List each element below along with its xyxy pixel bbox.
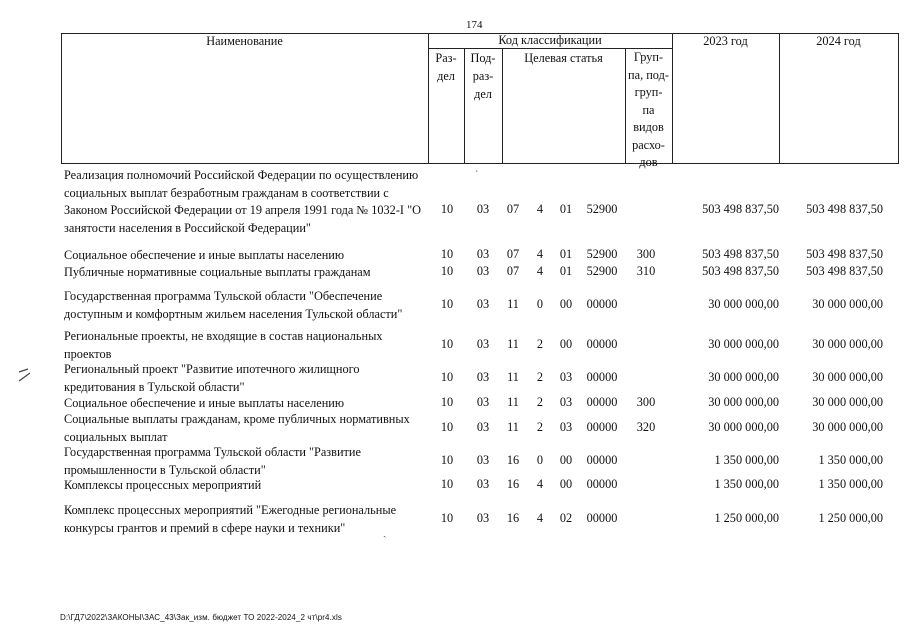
row-razdel: 10	[440, 370, 454, 384]
row-value-2023: 503 498 837,50	[702, 264, 779, 278]
scan-speck: ˏ	[383, 527, 387, 538]
row-podrazdel: 03	[476, 297, 490, 311]
row-value-2024: 30 000 000,00	[812, 297, 883, 311]
row-razdel: 10	[440, 477, 454, 491]
row-name: Региональный проект "Развитие ипотечного жилищного кредитования в Тульской области"	[64, 362, 360, 394]
row-value-2023: 30 000 000,00	[708, 395, 779, 409]
row-value-2023: 30 000 000,00	[708, 297, 779, 311]
row-podrazdel: 03	[476, 337, 490, 351]
border-left	[61, 33, 62, 164]
row-razdel: 10	[440, 395, 454, 409]
header-group	[625, 49, 672, 172]
row-podrazdel: 03	[476, 477, 490, 491]
row-value-2024: 30 000 000,00	[812, 420, 883, 434]
row-target-3: 00	[559, 477, 573, 491]
row-podrazdel: 03	[476, 264, 490, 278]
row-target-4: 00000	[586, 511, 618, 525]
row-target-4: 00000	[586, 337, 618, 351]
header-name: Наименование	[206, 34, 283, 48]
row-target-2: 2	[536, 337, 544, 351]
row-group: 300	[636, 395, 656, 409]
row-target-2: 4	[536, 477, 544, 491]
row-value-2023: 1 250 000,00	[714, 511, 779, 525]
row-target-2: 4	[536, 264, 544, 278]
table-header	[61, 33, 899, 169]
row-razdel: 10	[440, 247, 454, 261]
row-name: Комплекс процессных мероприятий "Ежегодные региональные конкурсы грантов и премий в сфере науки и техники"	[64, 503, 397, 535]
row-target-2: 2	[536, 370, 544, 384]
row-target-4: 52900	[586, 264, 618, 278]
row-value-2023: 1 350 000,00	[714, 453, 779, 467]
row-target-1: 16	[506, 453, 520, 467]
row-value-2023: 1 350 000,00	[714, 477, 779, 491]
row-target-4: 00000	[586, 297, 618, 311]
row-podrazdel: 03	[476, 247, 490, 261]
header-razdel	[428, 49, 464, 85]
row-group: 300	[636, 247, 656, 261]
header-razdel-line: дел	[437, 69, 455, 83]
row-value-2024: 30 000 000,00	[812, 370, 883, 384]
row-name: Социальное обеспечение и иные выплаты населению	[64, 248, 345, 262]
header-razdel-line: Раз-	[435, 51, 457, 65]
row-target-2: 2	[536, 395, 544, 409]
row-target-1: 11	[507, 337, 519, 351]
row-target-3: 00	[559, 453, 573, 467]
row-target-4: 00000	[586, 420, 618, 434]
header-group-line: па	[642, 102, 655, 117]
header-podrazdel	[464, 49, 502, 103]
header-code: Код классификации	[498, 33, 602, 47]
row-razdel: 10	[440, 511, 454, 525]
row-name: Социальные выплаты гражданам, кроме публичных нормативных социальных выплат	[64, 412, 410, 444]
row-razdel: 10	[440, 202, 454, 216]
row-target-3: 00	[559, 297, 573, 311]
header-group-line: па, под-	[628, 67, 669, 82]
row-name: Публичные нормативные социальные выплаты гражданам	[64, 265, 371, 279]
row-target-2: 2	[536, 420, 544, 434]
page-number: 174	[466, 19, 483, 31]
row-target-2: 0	[536, 297, 544, 311]
row-target-1: 11	[507, 420, 519, 434]
row-value-2024: 1 250 000,00	[818, 511, 883, 525]
row-target-2: 4	[536, 511, 544, 525]
row-target-3: 00	[559, 337, 573, 351]
header-group-line: расхо-	[632, 137, 665, 152]
row-target-1: 16	[506, 477, 520, 491]
row-target-1: 07	[506, 247, 520, 261]
row-target-1: 11	[507, 395, 519, 409]
pen-mark-icon	[16, 367, 34, 385]
row-name: Государственная программа Тульской области "Развитие промышленности в Тульской области"	[64, 445, 361, 477]
row-name: Региональные проекты, не входящие в состав национальных проектов	[64, 329, 383, 361]
row-target-3: 01	[559, 202, 573, 216]
row-target-1: 07	[506, 264, 520, 278]
row-target-2: 0	[536, 453, 544, 467]
row-target-1: 11	[507, 297, 519, 311]
header-target: Целевая статья	[524, 51, 603, 65]
row-target-4: 52900	[586, 202, 618, 216]
header-group-line: видов	[633, 120, 664, 134]
row-value-2024: 30 000 000,00	[812, 395, 883, 409]
row-target-2: 4	[536, 202, 544, 216]
row-target-3: 01	[559, 264, 573, 278]
row-group: 320	[636, 420, 656, 434]
row-podrazdel: 03	[476, 202, 490, 216]
row-razdel: 10	[440, 420, 454, 434]
row-value-2023: 503 498 837,50	[702, 202, 779, 216]
row-name: Комплексы процессных мероприятий	[64, 478, 262, 492]
row-target-3: 02	[559, 511, 573, 525]
row-value-2023: 503 498 837,50	[702, 247, 779, 261]
row-target-4: 00000	[586, 370, 618, 384]
row-target-1: 07	[506, 202, 520, 216]
row-value-2024: 1 350 000,00	[818, 477, 883, 491]
row-value-2023: 30 000 000,00	[708, 337, 779, 351]
header-group-line: дов	[639, 155, 658, 169]
row-podrazdel: 03	[476, 370, 490, 384]
row-target-4: 52900	[586, 247, 618, 261]
header-podrazdel-line: Под-	[470, 51, 496, 65]
header-group-line: груп-	[634, 85, 663, 99]
row-podrazdel: 03	[476, 395, 490, 409]
row-target-2: 4	[536, 247, 544, 261]
row-value-2023: 30 000 000,00	[708, 370, 779, 384]
scan-speck: ˋ	[475, 170, 479, 181]
row-value-2024: 1 350 000,00	[818, 453, 883, 467]
row-target-3: 03	[559, 395, 573, 409]
row-value-2024: 503 498 837,50	[806, 264, 883, 278]
header-podrazdel-line: дел	[474, 87, 492, 101]
row-name: Государственная программа Тульской области "Обеспечение доступным и комфортным жильем населения Тульской области"	[64, 289, 403, 321]
row-target-3: 01	[559, 247, 573, 261]
border-group	[672, 33, 673, 164]
row-razdel: 10	[440, 337, 454, 351]
row-name: Реализация полномочий Российской Федерации по осуществлению социальных выплат безработным гражданам в соответствии с Законом Российской Федерации от 19 апреля 1991 года № 1032-I "О занятости населения в Российской Федерации"	[64, 168, 421, 235]
row-value-2023: 30 000 000,00	[708, 420, 779, 434]
row-target-3: 03	[559, 420, 573, 434]
row-razdel: 10	[440, 297, 454, 311]
row-value-2024: 30 000 000,00	[812, 337, 883, 351]
header-bottom-border	[61, 163, 899, 164]
border-2023	[779, 33, 780, 164]
row-group: 310	[636, 264, 656, 278]
row-podrazdel: 03	[476, 420, 490, 434]
row-value-2024: 503 498 837,50	[806, 202, 883, 216]
row-target-4: 00000	[586, 453, 618, 467]
row-target-4: 00000	[586, 395, 618, 409]
row-target-1: 16	[506, 511, 520, 525]
row-target-3: 03	[559, 370, 573, 384]
row-razdel: 10	[440, 453, 454, 467]
row-podrazdel: 03	[476, 453, 490, 467]
header-podrazdel-line: раз-	[472, 69, 494, 83]
file-path-footer: D:\ГД7\2022\ЗАКОНЫ\ЗАС_43\Зак_изм. бюджет ТО 2022-2024_2 чт\pr4.xls	[60, 613, 342, 622]
row-target-4: 00000	[586, 477, 618, 491]
header-2023: 2023 год	[703, 34, 748, 48]
border-right	[898, 33, 899, 164]
row-podrazdel: 03	[476, 511, 490, 525]
row-target-1: 11	[507, 370, 519, 384]
header-2024: 2024 год	[816, 34, 861, 48]
row-razdel: 10	[440, 264, 454, 278]
header-group-line: Груп-	[633, 50, 664, 64]
row-name: Социальное обеспечение и иные выплаты населению	[64, 396, 345, 410]
row-value-2024: 503 498 837,50	[806, 247, 883, 261]
